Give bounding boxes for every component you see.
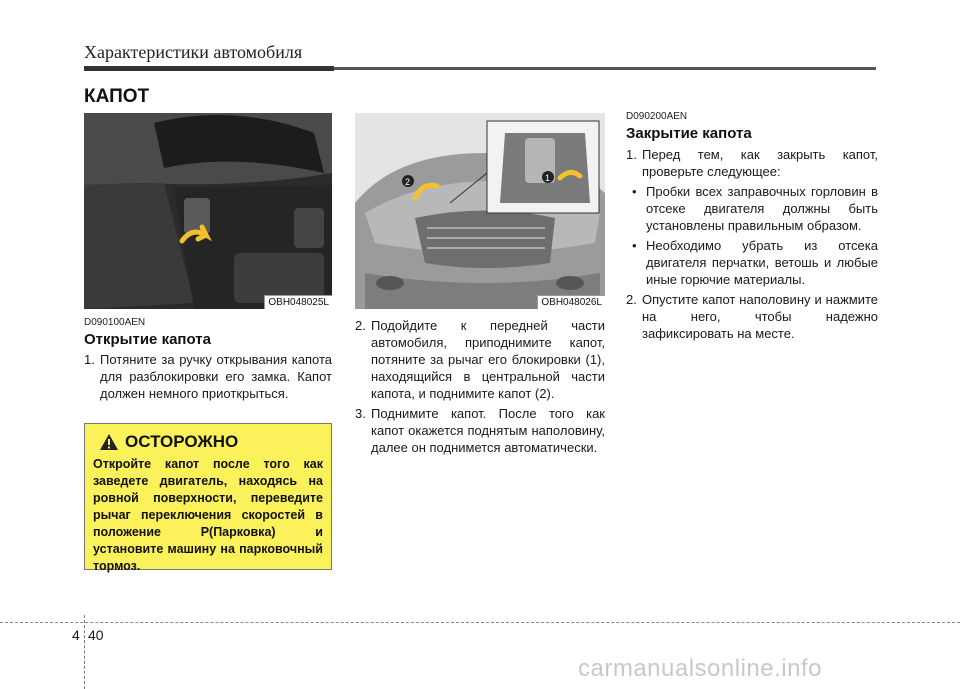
closing-bullet-2: • Необходимо убрать из отсека двигателя перчатки, ветошь и любые иные горючие материалы. (632, 238, 878, 287)
car-front-photo (355, 113, 605, 309)
opening-step-3: 3. Поднимите капот. После того как капот окажется поднятым наполовину, далее он поднимется автоматически. (355, 406, 605, 455)
opening-step-list-left (84, 351, 332, 405)
closing-code: D090200AEN (626, 111, 688, 122)
opening-code: D090100AEN (84, 317, 146, 328)
opening-step-2: 2. Подойдите к передней части автомобиля, приподнимите капот, потяните за рычаг его блокировки (1), находящийся в центральной части капота, и поднимите капот (2). (355, 318, 605, 401)
closing-instructions (626, 146, 878, 345)
running-header: Характеристики автомобиля (84, 42, 303, 62)
footer-divider (84, 615, 86, 689)
warning-title: ОСТОРОЖНО (125, 432, 239, 451)
car-front-illustration (355, 113, 605, 309)
warning-text: Откройте капот после того как заведете двигатель, находясь на ровной поверхности, переведите рычаг переключения скоростей в положение P(Парковка) и установите машину на парковочный тормоз. (93, 457, 323, 573)
footer-rule (0, 622, 960, 623)
section-title: КАПОТ (84, 86, 150, 107)
opening-step-list-middle (355, 317, 605, 459)
hood-release-photo (84, 113, 332, 309)
page-number: 40 (88, 627, 104, 643)
chapter-number: 4 (72, 627, 80, 643)
hood-release-illustration (84, 113, 332, 309)
opening-step-1: 1. Потяните за ручку открывания капота для разблокировки его замка. Капот должен немного приоткрыться. (84, 352, 332, 401)
image-code-left: OBH048025L (264, 295, 332, 309)
warning-triangle-icon (99, 433, 119, 451)
closing-heading: Закрытие капота (626, 125, 752, 142)
closing-step-2: 2. Опустите капот наполовину и нажмите на него, чтобы надежно зафиксировать на месте. (626, 292, 878, 341)
closing-bullet-1: • Пробки всех заправочных горловин в отсеке двигателя должны быть установлены правильным образом. (632, 184, 878, 233)
warning-box (84, 423, 332, 573)
opening-heading: Открытие капота (84, 331, 211, 348)
image-code-middle: OBH048026L (537, 295, 605, 309)
watermark: carmanualsonline.info (578, 655, 822, 682)
svg-text:2: 2 (405, 177, 411, 187)
svg-text:1: 1 (545, 173, 551, 183)
header-rule-accent (84, 66, 334, 71)
warning-header (99, 432, 323, 452)
closing-step-1: 1. Перед тем, как закрыть капот, проверьте следующее: (626, 147, 878, 179)
